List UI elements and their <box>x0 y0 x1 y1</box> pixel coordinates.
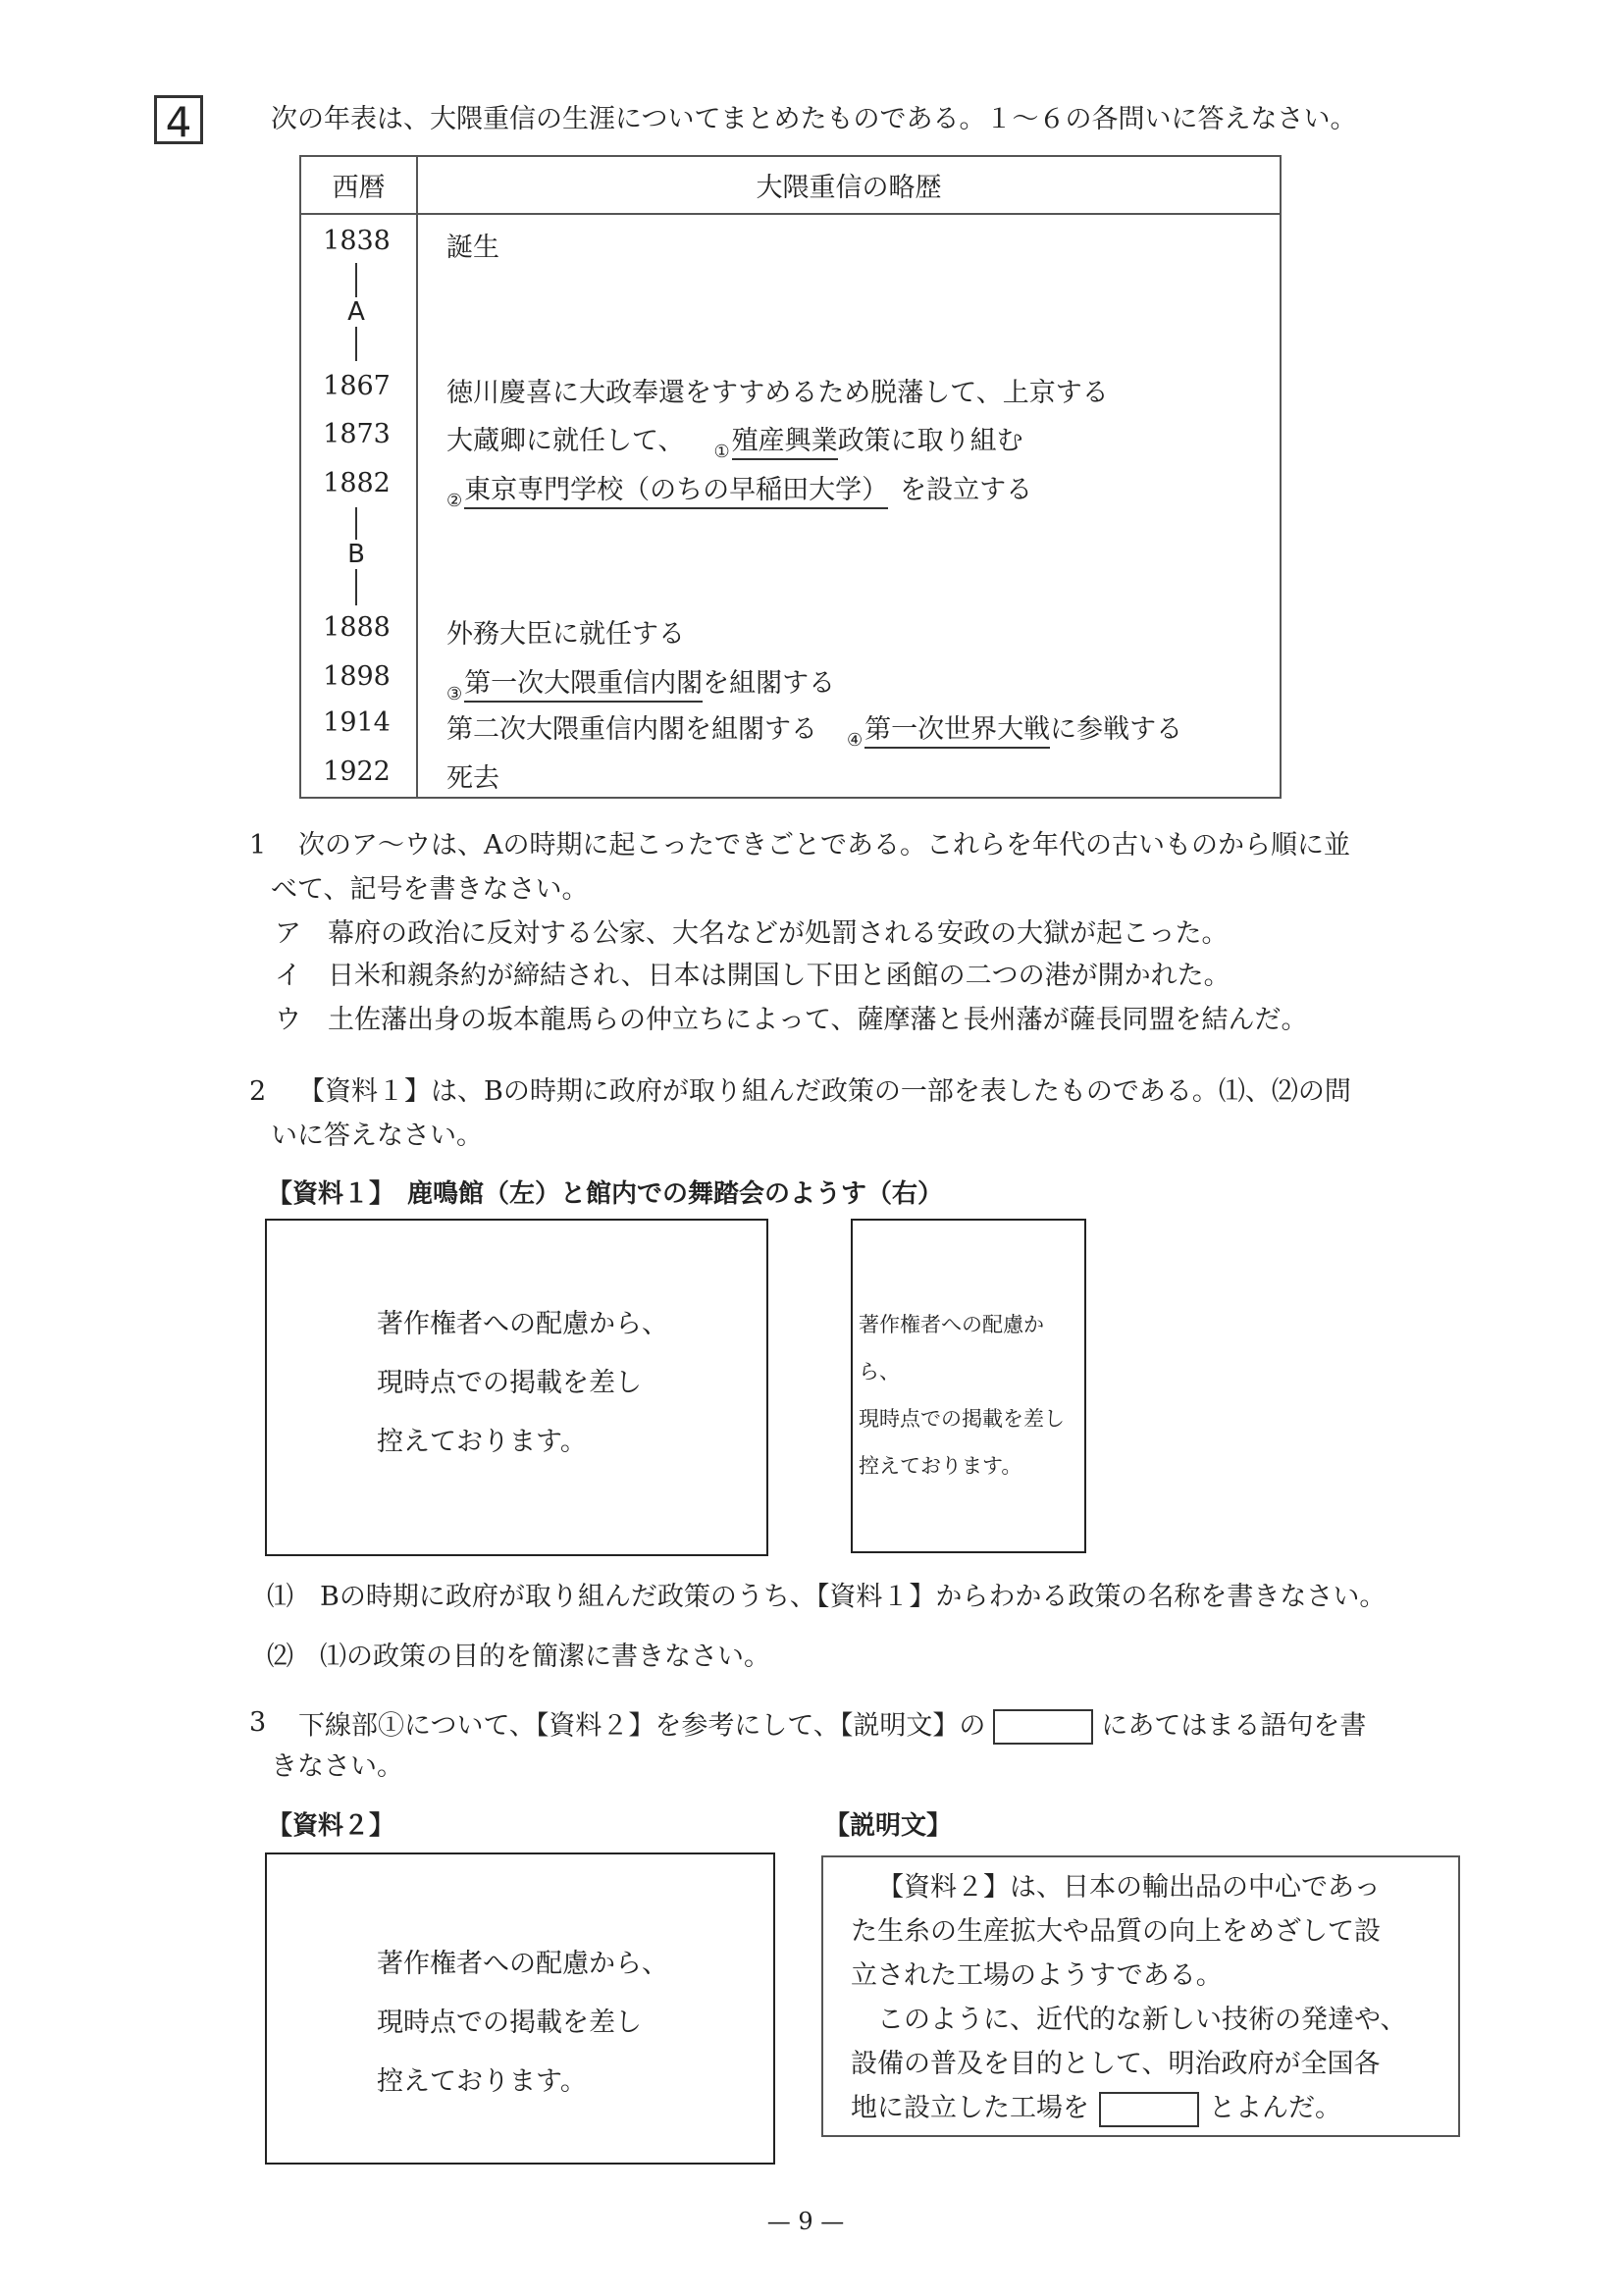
q2-sub2 <box>267 1644 770 1670</box>
explanation-line: た生糸の生産拡大や品質の向上をめざして設 <box>851 1916 1381 1947</box>
timeline-year: 1867 <box>323 371 391 401</box>
q1-line1: 次のア～ウは、Aの時期に起こったできごとである。これらを年代の古いものから順に並 <box>298 830 1350 861</box>
option-text: 土佐藩出身の坂本龍馬らの仲立ちによって、薩摩藩と長州藩が薩長同盟を結んだ。 <box>328 1005 1308 1035</box>
q1-option-i <box>275 963 1230 989</box>
event-pre: 徳川慶喜に大政奉還をすすめるため脱藩して、上京する <box>446 378 1109 408</box>
explanation-caption: 【説明文】 <box>824 1811 953 1841</box>
q2-line2: いに答えなさい。 <box>271 1121 483 1151</box>
material1-caption: 【資料１】 鹿鳴館（左）と館内での舞踏会のようす（右） <box>267 1179 944 1209</box>
sub-number: ⑵ <box>267 1642 293 1672</box>
explanation-blank <box>1099 2092 1199 2127</box>
period-b-label: B <box>345 540 367 569</box>
timeline-year: 1873 <box>323 419 391 449</box>
timeline-event <box>446 661 835 704</box>
option-mark: イ <box>275 961 301 991</box>
timeline-year: 1898 <box>323 661 391 692</box>
q2-line1: 【資料１】は、Bの時期に政府が取り組んだ政策の一部を表したものである。⑴、⑵の問 <box>298 1076 1351 1107</box>
copyright-line: 現時点での掲載を差し <box>859 1407 1065 1431</box>
copyright-line: 現時点での掲載を差し <box>377 1368 642 1398</box>
event-post: 政策に取り組む <box>837 426 1023 456</box>
option-mark: ウ <box>275 1005 301 1035</box>
q2-number: 2 <box>249 1076 267 1107</box>
explanation-last-pre: 地に設立した工場を <box>851 2093 1089 2123</box>
event-circle: ① <box>713 442 730 462</box>
explanation-line: 立された工場のようすである。 <box>851 1960 1223 1991</box>
copyright-line: 著作権者への配慮から、 <box>377 1949 668 1979</box>
explanation-line: 設備の普及を目的として、明治政府が全国各 <box>851 2049 1381 2079</box>
timeline-year: 1882 <box>323 468 391 498</box>
q1-line2: べて、記号を書きなさい。 <box>271 874 589 905</box>
material2-caption: 【資料２】 <box>267 1811 395 1841</box>
intro-text: 次の年表は、大隈重信の生涯についてまとめたものである。１～６の各問いに答えなさい。 <box>271 104 1357 134</box>
timeline-event <box>446 226 499 264</box>
event-underlined: 殖産興業 <box>732 426 838 460</box>
option-text: 日米和親条約が締結され、日本は開国し下田と函館の二つの港が開かれた。 <box>328 961 1230 991</box>
event-post: に参戦する <box>1050 714 1183 745</box>
timeline-event <box>446 612 685 651</box>
option-mark: ア <box>275 918 301 949</box>
timeline-event <box>446 468 1032 511</box>
event-pre: 大蔵卿に就任して、 <box>446 426 685 456</box>
copyright-line: 控えております。 <box>377 1427 587 1457</box>
option-text: 幕府の政治に反対する公家、大名などが処罰される安政の大獄が起こった。 <box>328 918 1229 949</box>
timeline-year: 1838 <box>323 226 391 256</box>
event-pre: 死去 <box>446 763 499 794</box>
sub-text: ⑴の政策の目的を簡潔に書きなさい。 <box>320 1642 770 1672</box>
event-circle: ④ <box>847 730 864 751</box>
q3-number: 3 <box>249 1707 267 1738</box>
sub-number: ⑴ <box>267 1582 293 1612</box>
timeline-event <box>446 707 1182 751</box>
event-pre: 外務大臣に就任する <box>446 619 685 650</box>
answer-blank <box>993 1709 1093 1745</box>
q2-sub1 <box>267 1584 1386 1610</box>
q1-number: 1 <box>249 830 267 861</box>
page-number: — 9 — <box>766 2208 845 2235</box>
event-underlined: 第一次世界大戦 <box>864 714 1050 749</box>
timeline-event <box>446 371 1109 409</box>
event-pre: 誕生 <box>446 233 499 263</box>
material2-image <box>265 1852 775 2165</box>
q3-line2: きなさい。 <box>271 1751 403 1782</box>
event-post: を設立する <box>900 475 1033 505</box>
explanation-box <box>821 1855 1460 2137</box>
event-pre: 第二次大隈重信内閣を組閣する <box>446 714 817 745</box>
explanation-last-post: とよんだ。 <box>1209 2093 1341 2123</box>
event-underlined: 第一次大隈重信内閣 <box>464 668 703 703</box>
q1-option-u <box>275 1007 1307 1033</box>
timeline-year: 1922 <box>323 757 391 787</box>
copyright-line: 著作権者への配慮から、 <box>377 1309 668 1339</box>
q3-line1 <box>298 1709 1366 1745</box>
explanation-line <box>851 2086 1406 2130</box>
header-career: 大隈重信の略歴 <box>417 156 1281 214</box>
period-a-label: A <box>345 297 367 327</box>
material1-left-image <box>265 1219 768 1556</box>
question-number-box: 4 <box>154 95 203 144</box>
copyright-line: 現時点での掲載を差し <box>377 2008 642 2038</box>
copyright-line: 控えております。 <box>377 2066 587 2097</box>
timeline-event <box>446 757 499 795</box>
timeline-year: 1914 <box>323 707 391 738</box>
explanation-line: このように、近代的な新しい技術の発達や、 <box>851 2005 1407 2035</box>
q1-option-a <box>275 920 1228 947</box>
sub-text: Bの時期に政府が取り組んだ政策のうち、【資料１】からわかる政策の名称を書きなさい。 <box>320 1582 1387 1612</box>
explanation-line: 【資料２】は、日本の輸出品の中心であっ <box>877 1872 1381 1903</box>
q3-line1-post: にあてはまる語句を書 <box>1101 1710 1367 1742</box>
event-underlined: 東京専門学校（のちの早稲田大学） <box>464 475 888 509</box>
material1-right-image <box>851 1219 1086 1553</box>
timeline-event <box>446 419 1023 462</box>
timeline-year: 1888 <box>323 612 391 643</box>
event-circle: ③ <box>446 684 463 704</box>
event-post: を組閣する <box>703 668 836 699</box>
q3-line1-pre: 下線部①について、【資料２】を参考にして、【説明文】の <box>298 1710 986 1742</box>
copyright-line: 著作権者への配慮から、 <box>859 1313 1044 1383</box>
event-circle: ② <box>446 491 463 511</box>
header-year: 西暦 <box>300 156 417 214</box>
copyright-line: 控えております。 <box>859 1454 1022 1478</box>
